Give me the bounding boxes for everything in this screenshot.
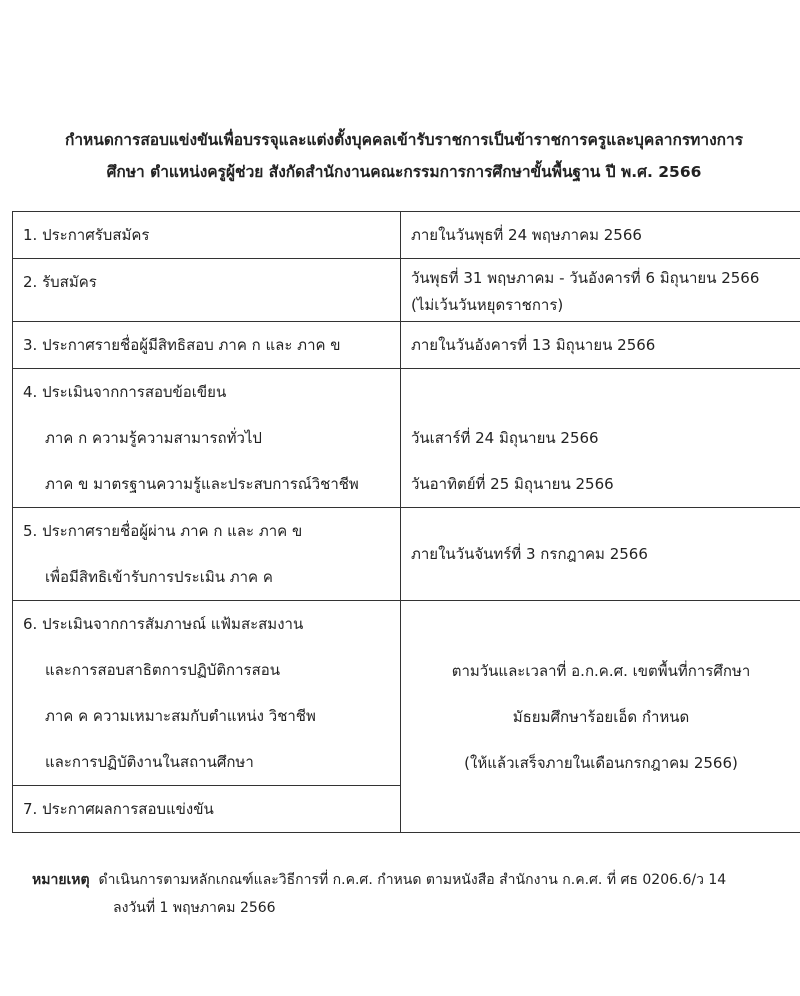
item-cell bbox=[13, 322, 401, 369]
item-cell bbox=[13, 369, 401, 508]
date-cell bbox=[401, 212, 800, 259]
table-row bbox=[13, 601, 800, 786]
date-text: ตามวันและเวลาที่ อ.ก.ค.ศ. เขตพื้นที่การศึกษา bbox=[451, 661, 751, 680]
date-text: วันเสาร์ที่ 24 มิถุนายน 2566 bbox=[411, 429, 599, 447]
date-cell bbox=[401, 508, 800, 601]
date-text: ภายในวันพุธที่ 24 พฤษภาคม 2566 bbox=[411, 226, 642, 244]
item-text: 3. ประกาศรายชื่อผู้มีสิทธิสอบ ภาค ก และ ภาค ข bbox=[23, 336, 341, 354]
item-text: 2. รับสมัคร bbox=[23, 273, 97, 291]
item-cell bbox=[13, 786, 401, 833]
item-text: 1. ประกาศรับสมัคร bbox=[23, 226, 150, 244]
date-text: วันอาทิตย์ที่ 25 มิถุนายน 2566 bbox=[411, 475, 614, 493]
date-text: (ให้แล้วเสร็จภายในเดือนกรกฎาคม 2566) bbox=[464, 753, 738, 772]
title-line-1: กำหนดการสอบแข่งขันเพื่อบรรจุและแต่งตั้งบุคคลเข้ารับราชการเป็นข้าราชการครูและบุคลากรทางการ bbox=[64, 131, 744, 149]
date-cell bbox=[401, 322, 800, 369]
table-row bbox=[13, 369, 800, 508]
note-label: หมายเหตุ bbox=[32, 872, 90, 888]
item-cell bbox=[13, 212, 401, 259]
date-text: มัธยมศึกษาร้อยเอ็ด กำหนด bbox=[512, 707, 690, 726]
date-cell bbox=[401, 369, 800, 508]
title-line-2: ศึกษา ตำแหน่งครูผู้ช่วย สังกัดสำนักงานคณะกรรมการการศึกษาขั้นพื้นฐาน ปี พ.ศ. 2566 bbox=[106, 163, 702, 181]
document-title bbox=[20, 124, 788, 188]
schedule-table bbox=[12, 211, 800, 833]
date-cell bbox=[401, 601, 800, 833]
item-cell bbox=[13, 601, 401, 786]
item-text: ภาค ค ความเหมาะสมกับตำแหน่ง วิชาชีพ bbox=[45, 707, 316, 725]
table-row bbox=[13, 212, 800, 259]
date-cell bbox=[401, 259, 800, 322]
table-row bbox=[13, 259, 800, 322]
footnote bbox=[32, 866, 792, 922]
table-row bbox=[13, 322, 800, 369]
date-text: ภายในวันจันทร์ที่ 3 กรกฎาคม 2566 bbox=[411, 545, 648, 563]
table-row bbox=[13, 508, 800, 601]
note-text-continued: ลงวันที่ 1 พฤษภาคม 2566 bbox=[113, 900, 276, 916]
date-spacer bbox=[401, 369, 800, 415]
date-text: (ไม่เว้นวันหยุดราชการ) bbox=[411, 296, 564, 314]
item-text: และการสอบสาธิตการปฏิบัติการสอน bbox=[45, 661, 281, 679]
item-subtext: ภาค ก ความรู้ความสามารถทั่วไป bbox=[45, 429, 262, 447]
item-cell bbox=[13, 508, 401, 601]
item-text: 6. ประเมินจากการสัมภาษณ์ แฟ้มสะสมงาน bbox=[23, 615, 304, 633]
item-subtext: ภาค ข มาตรฐานความรู้และประสบการณ์วิชาชีพ bbox=[45, 475, 359, 493]
date-text: ภายในวันอังคารที่ 13 มิถุนายน 2566 bbox=[411, 336, 656, 354]
note-text: ดำเนินการตามหลักเกณฑ์และวิธีการที่ ก.ค.ศ. กำหนด ตามหนังสือ สำนักงาน ก.ค.ศ. ที่ ศธ 0206.6/ว 14 bbox=[98, 872, 727, 888]
item-text: 5. ประกาศรายชื่อผู้ผ่าน ภาค ก และ ภาค ข bbox=[23, 522, 303, 540]
item-text: และการปฏิบัติงานในสถานศึกษา bbox=[45, 753, 254, 771]
item-text: 7. ประกาศผลการสอบแข่งขัน bbox=[23, 800, 214, 818]
date-text: วันพุธที่ 31 พฤษภาคม - วันอังคารที่ 6 มิถุนายน 2566 bbox=[411, 269, 760, 287]
item-cell bbox=[13, 259, 401, 322]
item-text: เพื่อมีสิทธิเข้ารับการประเมิน ภาค ค bbox=[45, 568, 273, 586]
item-text: 4. ประเมินจากการสอบข้อเขียน bbox=[23, 383, 227, 401]
